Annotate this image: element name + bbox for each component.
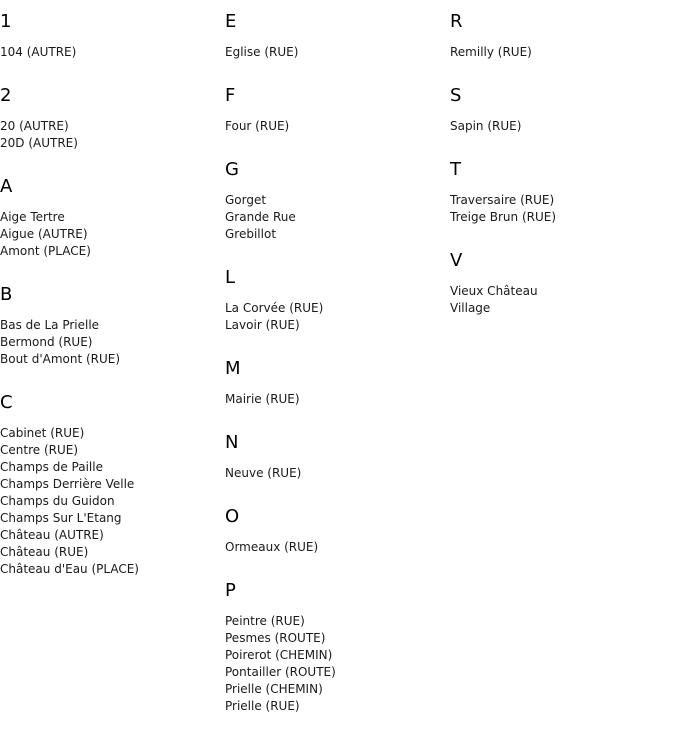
street-link[interactable]: Château (RUE): [0, 545, 89, 559]
letter-heading: S: [450, 85, 462, 106]
street-list: [225, 192, 445, 243]
street-link[interactable]: 20 (AUTRE): [0, 119, 69, 133]
street-list: [225, 539, 445, 556]
street-link[interactable]: Pesmes (ROUTE): [225, 631, 326, 645]
street-index-column-1: [0, 10, 220, 601]
street-link[interactable]: Aigue (AUTRE): [0, 227, 88, 241]
letter-heading: N: [225, 432, 239, 453]
street-link[interactable]: Traversaire (RUE): [450, 193, 555, 207]
letter-group: [225, 431, 445, 482]
street-link[interactable]: Château (AUTRE): [0, 528, 104, 542]
street-link[interactable]: Four (RUE): [225, 119, 290, 133]
street-link[interactable]: Eglise (RUE): [225, 45, 299, 59]
street-link[interactable]: 104 (AUTRE): [0, 45, 77, 59]
street-list: [450, 283, 670, 317]
letter-group: [0, 283, 220, 368]
street-link[interactable]: Amont (PLACE): [0, 244, 91, 258]
letter-heading: C: [0, 392, 13, 413]
letter-heading: E: [225, 11, 237, 32]
street-link[interactable]: Mairie (RUE): [225, 392, 300, 406]
letter-heading: P: [225, 580, 236, 601]
street-index-column-3: [450, 10, 670, 340]
street-link[interactable]: Remilly (RUE): [450, 45, 532, 59]
letter-heading: G: [225, 159, 239, 180]
letter-group: [450, 10, 670, 61]
letter-group: [225, 357, 445, 408]
letter-group: [450, 158, 670, 226]
street-link[interactable]: Ormeaux (RUE): [225, 540, 319, 554]
street-list: [450, 118, 670, 135]
letter-heading: T: [450, 159, 461, 180]
letter-group: [0, 10, 220, 61]
letter-group: [0, 175, 220, 260]
street-link[interactable]: Château d'Eau (PLACE): [0, 562, 139, 576]
street-list: [450, 192, 670, 226]
street-index-column-2: [225, 10, 445, 738]
street-link[interactable]: Lavoir (RUE): [225, 318, 300, 332]
letter-heading: R: [450, 11, 463, 32]
street-link[interactable]: Centre (RUE): [0, 443, 79, 457]
street-link[interactable]: Champs de Paille: [0, 460, 103, 474]
letter-group: [225, 579, 445, 715]
letter-heading: 2: [0, 85, 12, 106]
street-link[interactable]: 20D (AUTRE): [0, 136, 78, 150]
street-link[interactable]: Aige Tertre: [0, 210, 65, 224]
street-list: [0, 317, 220, 368]
letter-heading: F: [225, 85, 236, 106]
street-list: [225, 118, 445, 135]
letter-group: [225, 84, 445, 135]
street-list: [0, 209, 220, 260]
letter-heading: V: [450, 250, 463, 271]
letter-heading: L: [225, 267, 236, 288]
street-link[interactable]: Treige Brun (RUE): [450, 210, 557, 224]
letter-heading: M: [225, 358, 241, 379]
letter-group: [450, 249, 670, 317]
street-link[interactable]: Bas de La Prielle: [0, 318, 100, 332]
letter-group: [225, 10, 445, 61]
street-list: [225, 391, 445, 408]
street-link[interactable]: Bermond (RUE): [0, 335, 93, 349]
street-link[interactable]: La Corvée (RUE): [225, 301, 324, 315]
street-link[interactable]: Prielle (RUE): [225, 699, 300, 713]
street-list: [0, 118, 220, 152]
letter-heading: 1: [0, 11, 12, 32]
street-link[interactable]: Neuve (RUE): [225, 466, 302, 480]
letter-group: [225, 266, 445, 334]
letter-group: [0, 391, 220, 578]
letter-group: [450, 84, 670, 135]
street-link[interactable]: Bout d'Amont (RUE): [0, 352, 121, 366]
street-link[interactable]: Gorget: [225, 193, 267, 207]
street-link[interactable]: Champs du Guidon: [0, 494, 115, 508]
street-link[interactable]: Cabinet (RUE): [0, 426, 85, 440]
street-link[interactable]: Grande Rue: [225, 210, 296, 224]
letter-group: [225, 505, 445, 556]
letter-heading: B: [0, 284, 13, 305]
street-link[interactable]: Prielle (CHEMIN): [225, 682, 323, 696]
letter-heading: A: [0, 176, 13, 197]
street-link[interactable]: Pontailler (ROUTE): [225, 665, 336, 679]
letter-group: [225, 158, 445, 243]
street-list: [450, 44, 670, 61]
street-list: [225, 465, 445, 482]
street-link[interactable]: Peintre (RUE): [225, 614, 305, 628]
letter-group: [0, 84, 220, 152]
street-list: [225, 44, 445, 61]
street-list: [0, 425, 220, 578]
street-link[interactable]: Sapin (RUE): [450, 119, 522, 133]
street-list: [0, 44, 220, 61]
street-link[interactable]: Vieux Château: [450, 284, 538, 298]
street-link[interactable]: Poirerot (CHEMIN): [225, 648, 333, 662]
street-list: [225, 300, 445, 334]
street-link[interactable]: Champs Sur L'Etang: [0, 511, 122, 525]
street-link[interactable]: Village: [450, 301, 491, 315]
street-link[interactable]: Champs Derrière Velle: [0, 477, 135, 491]
letter-heading: O: [225, 506, 240, 527]
street-link[interactable]: Grebillot: [225, 227, 277, 241]
street-list: [225, 613, 445, 715]
